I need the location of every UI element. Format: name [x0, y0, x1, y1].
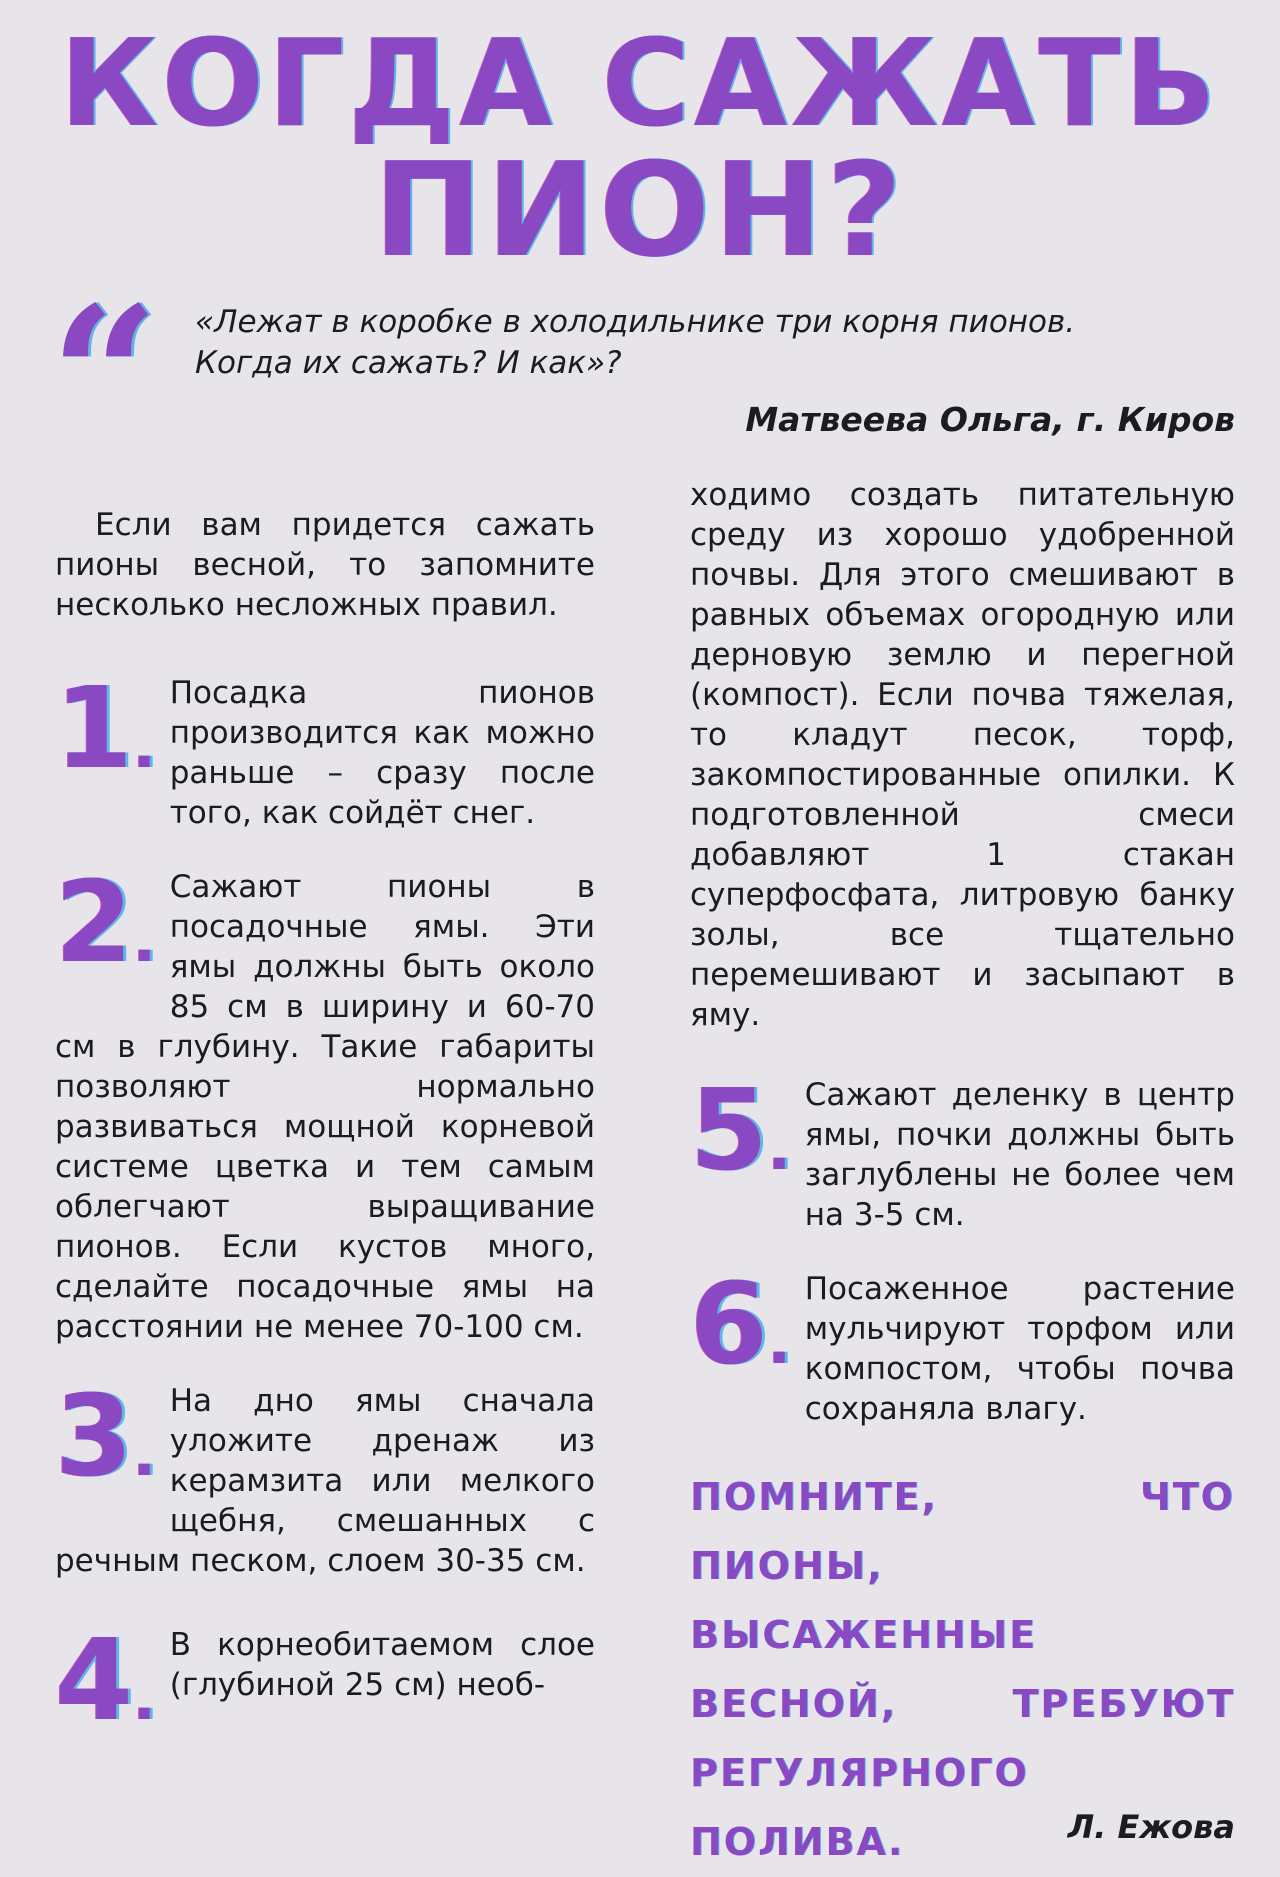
item-number: 4.	[55, 1616, 156, 1746]
item-text: Сажают деленку в центр ямы, почки должны быть заглублены не более чем на 3-5 см.	[804, 1077, 1235, 1233]
item-text: На дно ямы сначала уложите дренаж из керамзита или мелкого щебня, смешанных с речным песком, слоем 30-35 см.	[55, 1383, 595, 1579]
item-4-continuation: ходимо создать питательную среду из хорошо удобренной почвы. Для этого смешивают в равных объемах огородную или дерновую землю и перегной (компост). Если почва тяжелая, то кладут песок, торф, закомпостированные опилки. К подготовленной смеси добавляют 1 стакан суперфосфата, литровую банку золы, все тщательно перемешивают и засыпают в яму.	[690, 477, 1235, 1033]
reader-question	[195, 302, 1235, 384]
quote-mark-icon: “	[50, 265, 160, 488]
headline-line-2: ПИОН?	[373, 134, 907, 286]
item-number: 5.	[690, 1066, 791, 1196]
list-item	[55, 1372, 595, 1581]
item-number: 6.	[690, 1260, 791, 1390]
reminder-callout: ПОМНИТЕ, ЧТО ПИОНЫ, ВЫСАЖЕННЫЕ ВЕСНОЙ, ТРЕБУЮТ РЕГУЛЯРНОГО ПОЛИВА.	[690, 1475, 1235, 1864]
question-author: Матвеева Ольга, г. Киров	[745, 400, 1235, 439]
right-column	[690, 475, 1235, 1877]
list-item	[55, 858, 595, 1347]
question-line-1: «Лежат в коробке в холодильнике три корня пионов.	[195, 304, 1076, 340]
item-text: В корнеобитаемом слое (глубиной 25 см) необ-	[169, 1627, 595, 1703]
intro-paragraph: Если вам придется сажать пионы весной, то запомните несколько несложных правил.	[55, 507, 595, 623]
list-item	[690, 1260, 1235, 1429]
item-text: Сажают пионы в посадочные ямы. Эти ямы должны быть около 85 см в ширину и 60-70 см в глубину. Такие габариты позволяют нормально развиваться мощной корневой системе цветка и тем самым облегчают выращивание пионов. Если кустов много, сделайте посадочные ямы на расстоянии не менее 70-100 см.	[55, 869, 595, 1345]
item-text: Посаженное растение мульчируют торфом или компостом, чтобы почва сохраняла влагу.	[804, 1271, 1235, 1427]
item-number: 1.	[55, 664, 156, 794]
headline-line-1: КОГДА САЖАТЬ	[59, 15, 1221, 154]
item-number: 3.	[55, 1372, 156, 1502]
list-item	[690, 1066, 1235, 1235]
author-signature: Л. Ежова	[1067, 1808, 1235, 1846]
item-text: Посадка пионов производится как можно раньше – сразу после того, как сойдёт снег.	[169, 675, 595, 831]
left-column	[55, 475, 595, 1751]
list-item	[55, 1616, 595, 1746]
question-line-2: Когда их сажать? И как»?	[195, 345, 622, 381]
list-item	[55, 664, 595, 833]
item-number: 2.	[55, 858, 156, 988]
